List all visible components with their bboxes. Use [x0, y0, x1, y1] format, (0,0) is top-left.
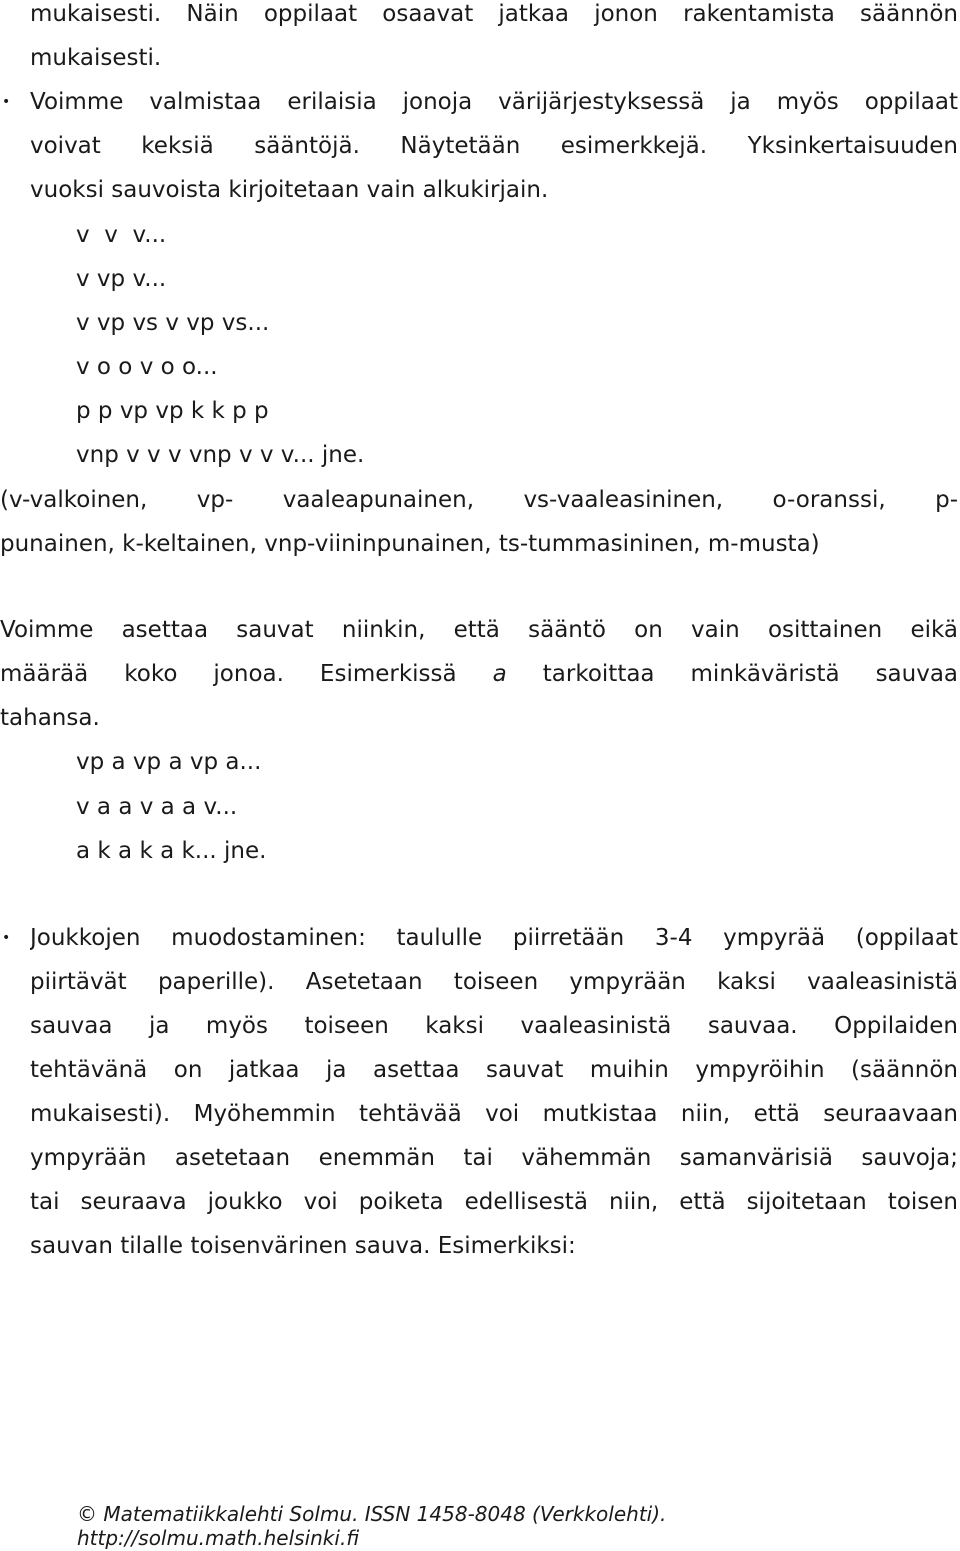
sequence-example: p p vp vp k k p p	[76, 398, 269, 424]
paragraph-line: mukaisesti.	[30, 45, 162, 71]
paragraph-line: piirtävät paperille). Asetetaan toiseen ympyrään kaksi vaaleasinistä	[30, 969, 958, 995]
sequence-example: a k a k a k... jne.	[76, 838, 267, 864]
sequence-example: v o o v o o...	[76, 354, 218, 380]
paragraph-line	[0, 652, 958, 696]
paragraph-line: tahansa.	[0, 705, 100, 731]
color-legend-line: (v-valkoinen, vp- vaaleapunainen, vs-vaaleasininen, o-oranssi, p-	[0, 487, 958, 513]
paragraph-text: määrää koko jonoa. Esimerkissä	[0, 661, 457, 687]
bullet-marker: •	[2, 94, 11, 110]
copyright-icon: ©	[77, 1502, 97, 1526]
bullet-marker: •	[2, 930, 11, 946]
paragraph-line: tai seuraava joukko voi poiketa edellisestä niin, että sijoitetaan toisen	[30, 1189, 958, 1215]
paragraph-line: sauvaa ja myös toiseen kaksi vaaleasinistä sauvaa. Oppilaiden	[30, 1013, 958, 1039]
paragraph-text: tarkoittaa minkäväristä sauvaa	[542, 661, 958, 687]
journal-info: Matematiikkalehti Solmu. ISSN 1458-8048 (Verkkolehti).	[103, 1502, 667, 1526]
footer-url[interactable]: http://solmu.math.helsinki.fi	[77, 1526, 360, 1550]
paragraph-line: Voimme asettaa sauvat niinkin, että sääntö on vain osittainen eikä	[0, 617, 958, 643]
sequence-example: v vp v...	[76, 266, 167, 292]
variable-a: a	[492, 661, 507, 687]
paragraph-line: sauvan tilalle toisenvärinen sauva. Esimerkiksi:	[30, 1233, 576, 1259]
footer-line	[77, 1502, 666, 1526]
paragraph-line: Joukkojen muodostaminen: taululle piirretään 3-4 ympyrää (oppilaat	[30, 925, 958, 951]
paragraph-line: tehtävänä on jatkaa ja asettaa sauvat muihin ympyröihin (säännön	[30, 1057, 958, 1083]
paragraph-line: ympyrään asetetaan enemmän tai vähemmän samanvärisiä sauvoja;	[30, 1145, 958, 1171]
sequence-example: v a a v a a v...	[76, 794, 238, 820]
paragraph-line: vuoksi sauvoista kirjoitetaan vain alkukirjain.	[30, 177, 549, 203]
paragraph-line: mukaisesti. Näin oppilaat osaavat jatkaa jonon rakentamista säännön	[30, 1, 958, 27]
paragraph-line: mukaisesti). Myöhemmin tehtävää voi mutkistaa niin, että seuraavaan	[30, 1101, 958, 1127]
paragraph-line: voivat keksiä sääntöjä. Näytetään esimerkkejä. Yksinkertaisuuden	[30, 133, 958, 159]
sequence-example: v v v...	[76, 222, 167, 248]
paragraph-line: Voimme valmistaa erilaisia jonoja värijärjestyksessä ja myös oppilaat	[30, 89, 958, 115]
sequence-example: v vp vs v vp vs...	[76, 310, 270, 336]
color-legend-line: punainen, k-keltainen, vnp-viininpunainen, ts-tummasininen, m-musta)	[0, 531, 820, 557]
sequence-example: vp a vp a vp a...	[76, 749, 262, 775]
sequence-example: vnp v v v vnp v v v... jne.	[76, 442, 365, 468]
